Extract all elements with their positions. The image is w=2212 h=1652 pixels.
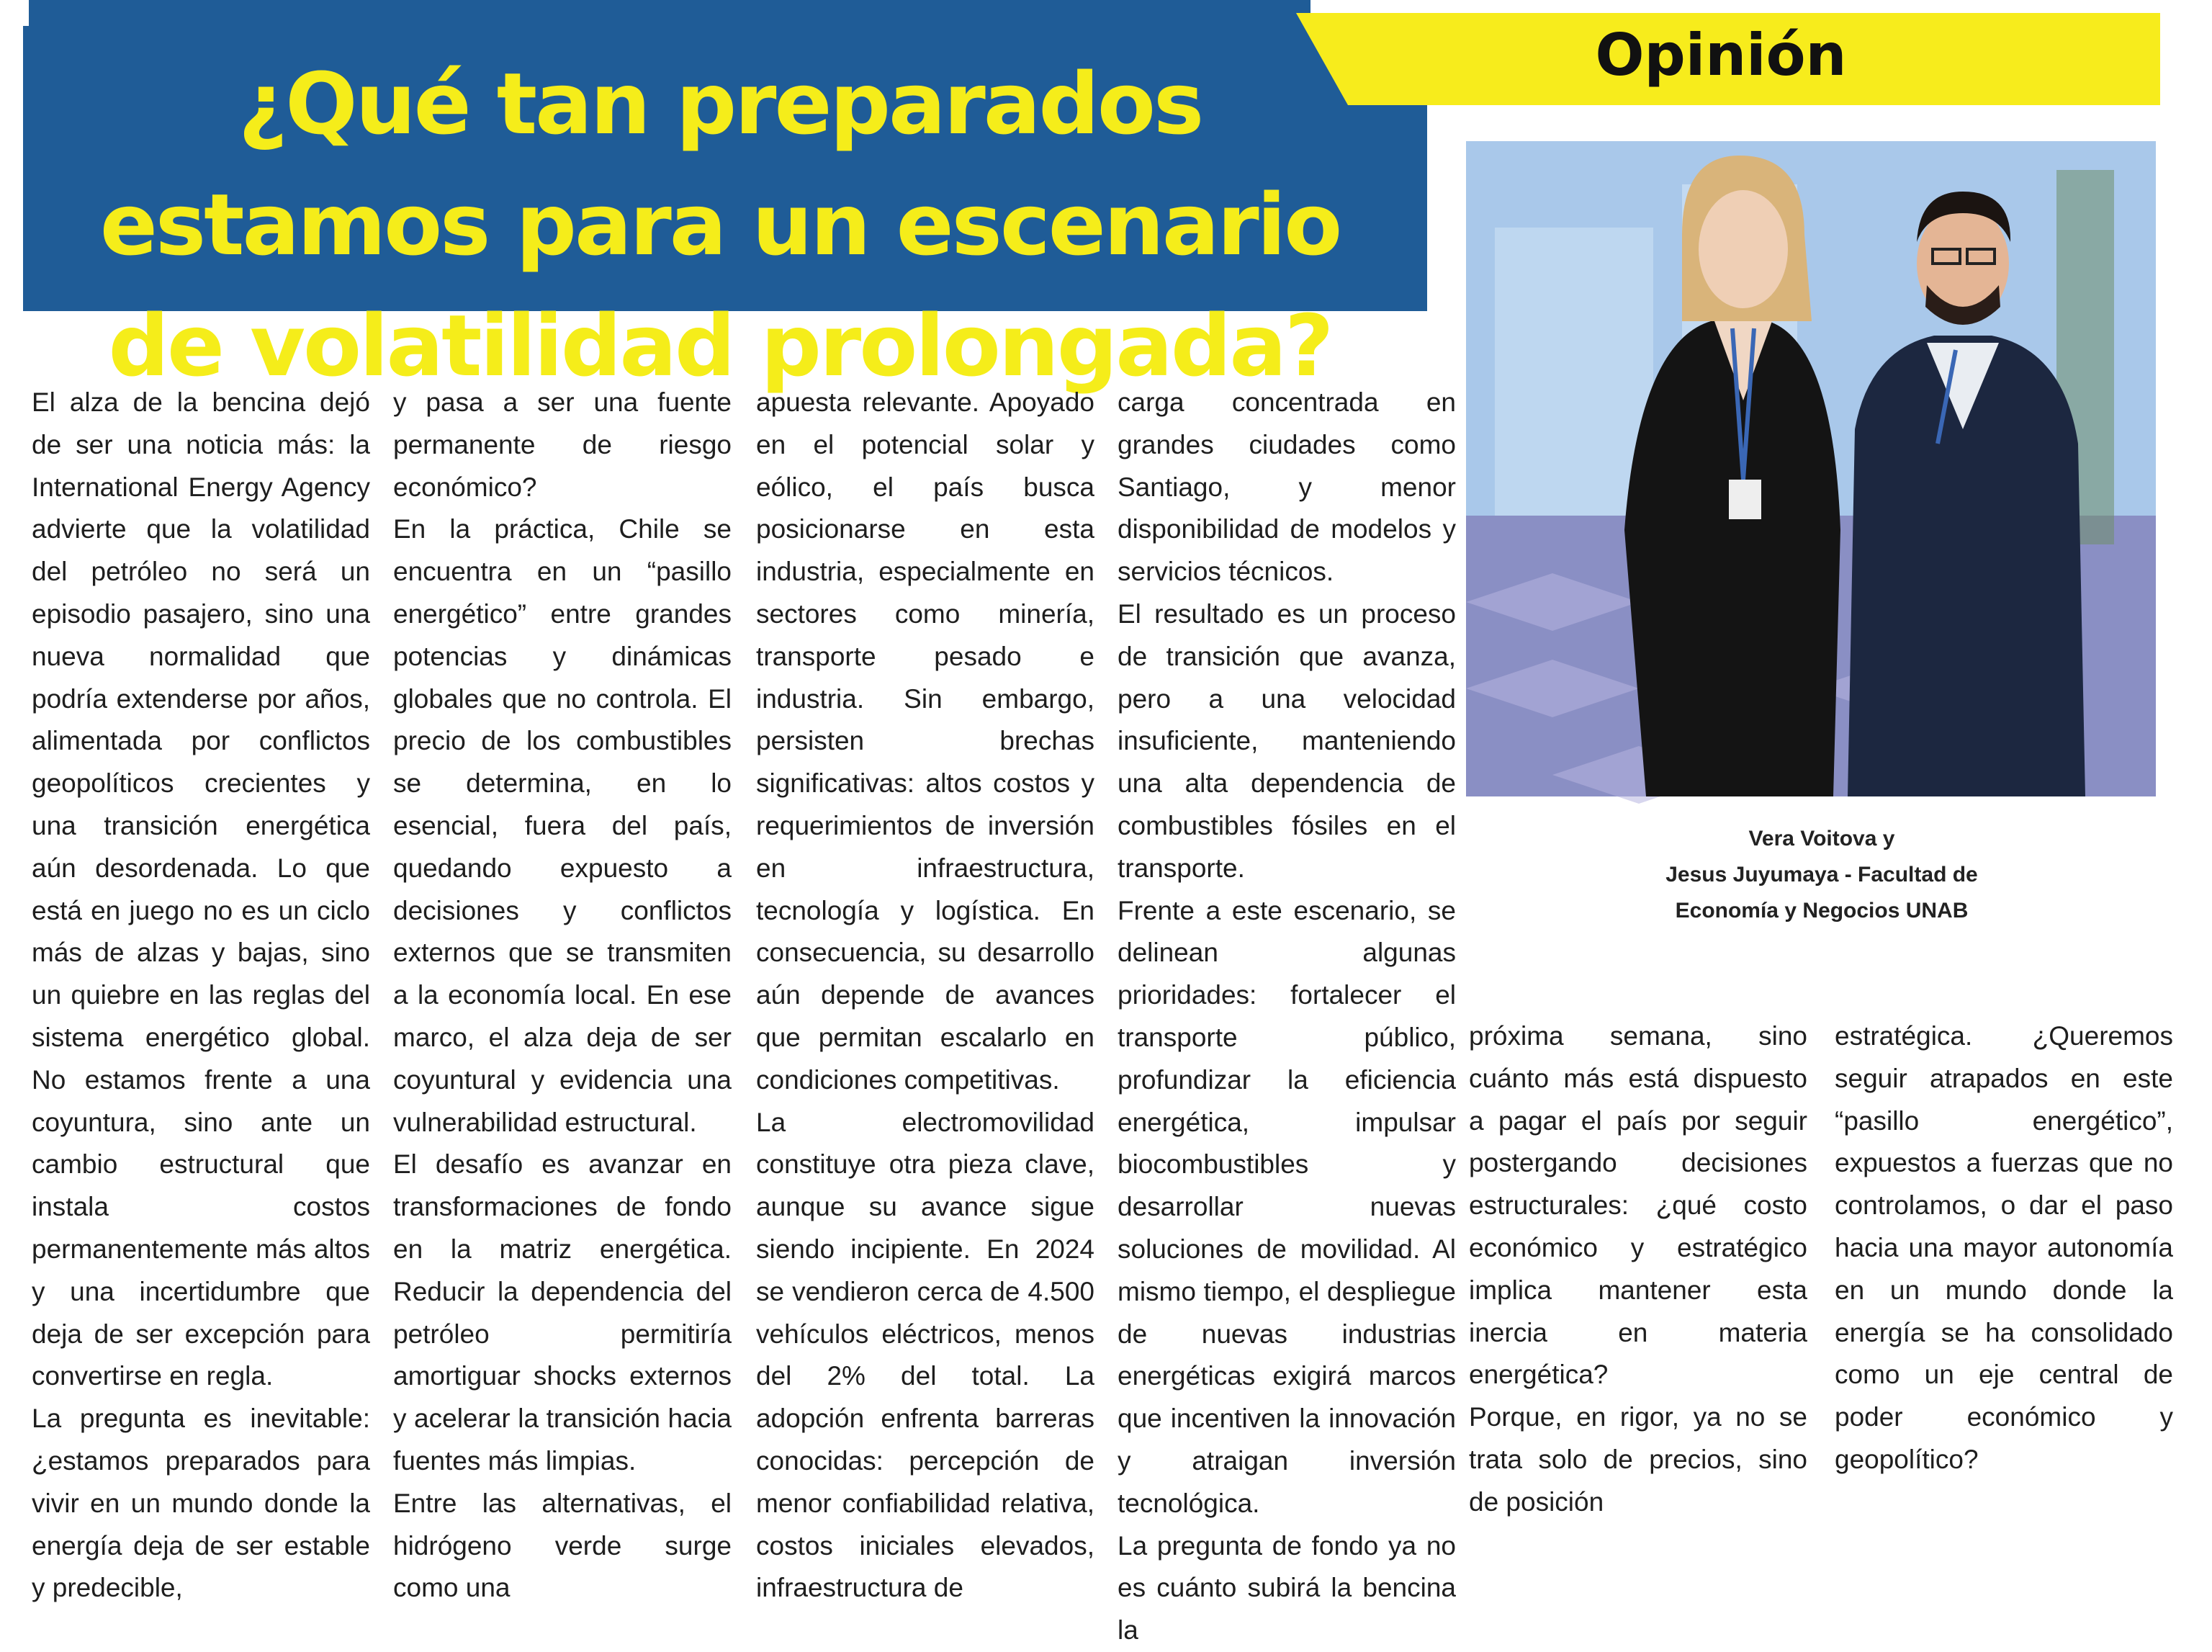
photo-caption xyxy=(1548,821,2095,929)
caption-line: Economía y Negocios UNAB xyxy=(1675,899,1969,922)
paragraph: próxima semana, sino cuánto más está dispuesto a pagar el país por seguir postergando decisiones estructurales: ¿qué costo económico y estratégico implica mantener esta inercia en materia energética? xyxy=(1469,1021,1807,1390)
section-label: Opinión xyxy=(1595,22,1847,89)
paragraph: estratégica. ¿Queremos seguir atrapados en este “pasillo energético”, expuestos a fuerzas que no controlamos, o dar el paso hacia una mayor autonomía en un mundo donde la energía se ha consolidado como un eje central de poder económico y geopolítico? xyxy=(1835,1021,2173,1474)
paragraph: carga concentrada en grandes ciudades como Santiago, y menor disponibilidad de modelos y servicios técnicos. xyxy=(1118,387,1456,587)
paragraph: El resultado es un proceso de transición que avanza, pero a una velocidad insuficiente, manteniendo una alta dependencia de combustibles fósiles en el transporte. xyxy=(1118,598,1456,883)
paragraph: y pasa a ser una fuente permanente de riesgo económico? xyxy=(393,387,732,502)
article-column-3 xyxy=(756,382,1094,1610)
paragraph: El desafío es avanzar en transformaciones de fondo en la matriz energética. Reducir la dependencia del petróleo permitiría amortiguar shocks externos y acelerar la transición hacia fuentes más limpias. xyxy=(393,1149,732,1476)
article-column-4 xyxy=(1118,382,1456,1652)
paragraph: En la práctica, Chile se encuentra en un “pasillo energético” entre grandes potencias y dinámicas globales que no controla. El precio de los combustibles se determina, en lo esencial, fuera del país, quedando expuesto a decisiones y conflictos externos que se transmiten a la economía local. En ese marco, el alza deja de ser coyuntural y evidencia una vulnerabilidad estructural. xyxy=(393,514,732,1137)
paragraph: Entre las alternativas, el hidrógeno verde surge como una xyxy=(393,1488,732,1603)
paragraph: La pregunta es inevitable: ¿estamos preparados para vivir en un mundo donde la energía deja de ser estable y predecible, xyxy=(32,1404,370,1603)
caption-line: Vera Voitova y xyxy=(1748,827,1895,850)
article-headline: ¿Qué tan preparados estamos para un escenario de volatilidad prolongada? xyxy=(99,54,1341,395)
paragraph: Porque, en rigor, ya no se trata solo de precios, sino de posición xyxy=(1469,1402,1807,1517)
paragraph: apuesta relevante. Apoyado en el potencial solar y eólico, el país busca posicionarse en esta industria, especialmente en sectores como minería, transporte pesado e industria. Sin embargo, persisten brechas significativas: altos costos y requerimientos de inversión en infraestructura, tecnología y logística. En consecuencia, su desarrollo aún depende de avances que permitan escalarlo en condiciones competitivas. xyxy=(756,387,1094,1095)
top-stripe xyxy=(29,0,1310,26)
caption-line: Jesus Juyumaya - Facultad de xyxy=(1665,863,1978,886)
article-column-2 xyxy=(393,382,732,1610)
paragraph: La pregunta de fondo ya no es cuánto subirá la bencina la xyxy=(1118,1530,1456,1646)
authors-photo xyxy=(1466,141,2156,796)
paragraph: Frente a este escenario, se delinean algunas prioridades: fortalecer el transporte público, profundizar la eficiencia energética, impulsar biocombustibles y desarrollar nuevas soluciones de movilidad. Al mismo tiempo, el despliegue de nuevas industrias energéticas exigirá marcos que incentiven la innovación y atraigan inversión tecnológica. xyxy=(1118,895,1456,1518)
article-column-6 xyxy=(1835,1015,2173,1481)
paragraph: El alza de la bencina dejó de ser una noticia más: la International Energy Agency advierte que la volatilidad del petróleo no será un episodio pasajero, sino una nueva normalidad que podría extenderse por años, alimentada por conflictos geopolíticos crecientes y una transición energética aún desordenada. Lo que está en juego no es un ciclo más de alzas y bajas, sino un quiebre en las reglas del sistema energético global. No estamos frente a una coyuntura, sino ante un cambio estructural que instala costos permanentemente más altos y una incertidumbre que deja de ser excepción para convertirse en regla. xyxy=(32,387,370,1391)
article-column-1 xyxy=(32,382,370,1610)
paragraph: La electromovilidad constituye otra pieza clave, aunque su avance sigue siendo incipiente. En 2024 se vendieron cerca de 4.500 vehículos eléctricos, menos del 2% del total. La adopción enfrenta barreras conocidas: percepción de menor confiabilidad relativa, costos iniciales elevados, infraestructura de xyxy=(756,1107,1094,1603)
article-column-5 xyxy=(1469,1015,1807,1524)
photo-two-people-icon xyxy=(1466,141,2156,796)
